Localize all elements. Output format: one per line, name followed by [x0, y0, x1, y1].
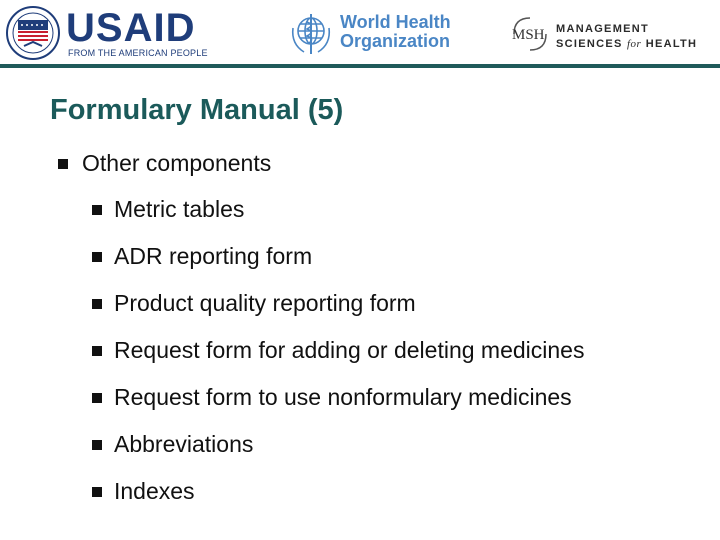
sub-bullet-text: Request form for adding or deleting medicines — [114, 337, 585, 363]
bullet-item-other-components — [58, 146, 584, 182]
square-bullet-icon — [92, 252, 102, 262]
sub-bullet-text: Product quality reporting form — [114, 290, 416, 316]
logo-header — [0, 0, 720, 66]
sub-bullet-list — [92, 192, 584, 521]
square-bullet-icon — [92, 299, 102, 309]
sub-bullet-item — [92, 239, 584, 286]
msh-wordmark — [556, 22, 697, 52]
msh-line-1: MANAGEMENT — [556, 23, 650, 35]
square-bullet-icon — [92, 440, 102, 450]
square-bullet-icon — [92, 346, 102, 356]
sub-bullet-text: Request form to use nonformulary medicines — [114, 384, 572, 410]
bullet-list — [58, 146, 584, 521]
msh-mark-icon — [510, 14, 550, 54]
square-bullet-icon — [92, 393, 102, 403]
who-line-2: Organization — [340, 31, 451, 51]
msh-line-2 — [556, 37, 697, 52]
sub-bullet-item — [92, 286, 584, 333]
sub-bullet-text: Indexes — [114, 478, 195, 504]
sub-bullet-text: Abbreviations — [114, 431, 254, 457]
who-logo — [288, 10, 451, 56]
usaid-tagline: FROM THE AMERICAN PEOPLE — [68, 48, 208, 58]
msh-line-2c: HEALTH — [645, 38, 698, 50]
square-bullet-icon — [92, 205, 102, 215]
sub-bullet-text: ADR reporting form — [114, 243, 313, 269]
slide-title: Formulary Manual (5) — [50, 94, 344, 126]
sub-bullet-item — [92, 192, 584, 239]
usaid-seal-icon — [6, 6, 60, 60]
sub-bullet-text: Metric tables — [114, 196, 245, 222]
msh-line-2b: for — [627, 38, 642, 50]
sub-bullet-item — [92, 380, 584, 427]
msh-logo — [510, 14, 720, 56]
sub-bullet-item — [92, 333, 584, 380]
usaid-wordmark: USAID — [66, 6, 196, 50]
bullet-text: Other components — [82, 150, 272, 176]
header-divider — [0, 64, 720, 68]
msh-line-2a: SCIENCES — [556, 38, 623, 50]
sub-bullet-item — [92, 427, 584, 474]
square-bullet-icon — [92, 487, 102, 497]
who-wordmark — [340, 13, 451, 51]
msh-mark-text: MSH — [512, 27, 545, 43]
who-emblem-icon — [288, 10, 334, 56]
square-bullet-icon — [58, 159, 68, 169]
sub-bullet-item — [92, 474, 584, 521]
usaid-logo — [6, 6, 208, 60]
who-line-1: World Health — [340, 12, 451, 32]
